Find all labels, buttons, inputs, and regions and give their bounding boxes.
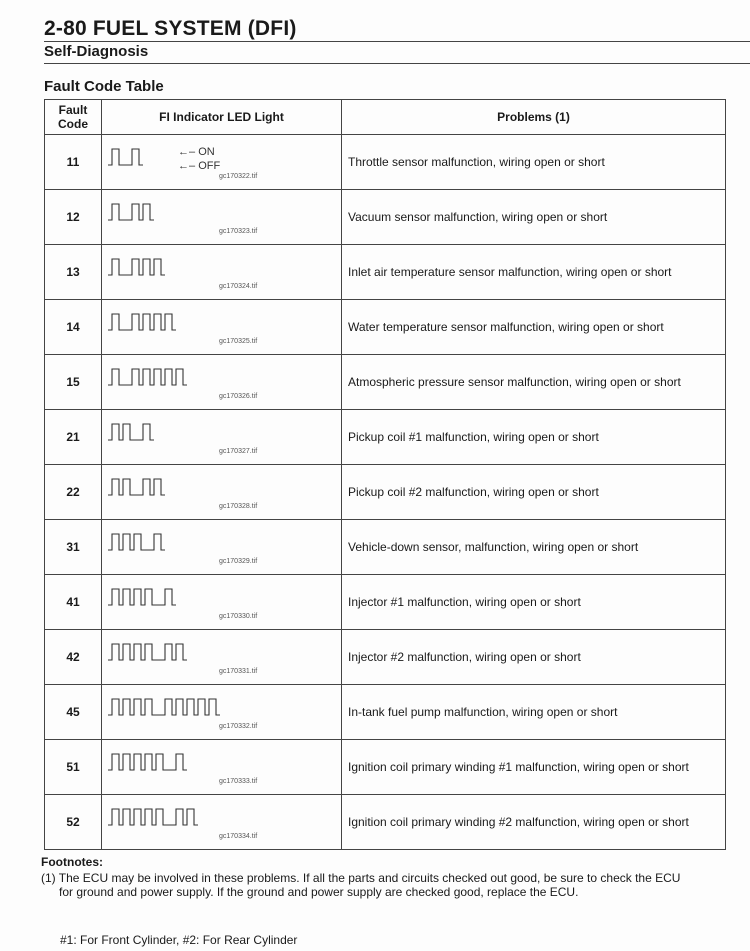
waveform-line <box>108 369 187 385</box>
problem-description: Injector #1 malfunction, wiring open or short <box>342 575 726 630</box>
led-waveform-cell <box>102 795 342 850</box>
table-row <box>45 740 726 795</box>
led-waveform <box>108 477 167 499</box>
figure-filename: gc170327.tif <box>219 448 258 455</box>
led-waveform-cell <box>102 465 342 520</box>
waveform-line <box>108 259 165 275</box>
fault-code: 12 <box>45 190 102 245</box>
header-led-light: FI Indicator LED Light <box>102 100 342 135</box>
figure-filename: gc170334.tif <box>219 833 258 840</box>
waveform-line <box>108 149 143 165</box>
footnotes-title: Footnotes: <box>41 855 103 869</box>
figure-filename: gc170324.tif <box>219 283 258 290</box>
led-waveform <box>108 642 189 664</box>
led-waveform-cell <box>102 410 342 465</box>
led-waveform-cell <box>102 135 342 190</box>
led-waveform-cell <box>102 190 342 245</box>
led-waveform <box>108 312 178 334</box>
figure-filename: gc170329.tif <box>219 558 258 565</box>
problem-description: Vehicle-down sensor, malfunction, wiring open or short <box>342 520 726 575</box>
figure-filename: gc170333.tif <box>219 778 258 785</box>
table-row <box>45 300 726 355</box>
figure-filename: gc170331.tif <box>219 668 258 675</box>
figure-filename: gc170330.tif <box>219 613 258 620</box>
led-waveform <box>108 422 156 444</box>
footnote-1-line2: for ground and power supply. If the ground and power supply are checked good, replace the ECU. <box>59 885 579 899</box>
problem-description: Inlet air temperature sensor malfunction, wiring open or short <box>342 245 726 300</box>
table-row <box>45 575 726 630</box>
table-row <box>45 795 726 850</box>
table-row <box>45 135 726 190</box>
problem-description: In-tank fuel pump malfunction, wiring open or short <box>342 685 726 740</box>
waveform-line <box>108 644 187 660</box>
problem-description: Pickup coil #1 malfunction, wiring open or short <box>342 410 726 465</box>
led-waveform <box>108 367 189 389</box>
section-title: Fault Code Table <box>44 78 164 95</box>
table-row <box>45 355 726 410</box>
page-subtitle: Self-Diagnosis <box>44 43 149 60</box>
fault-code: 31 <box>45 520 102 575</box>
waveform-line <box>108 589 176 605</box>
title-rule <box>44 41 750 42</box>
fault-code: 14 <box>45 300 102 355</box>
figure-filename: gc170323.tif <box>219 228 258 235</box>
header-fault-line2: Code <box>58 117 88 131</box>
led-waveform <box>108 532 167 554</box>
led-waveform-cell <box>102 300 342 355</box>
figure-filename: gc170332.tif <box>219 723 258 730</box>
figure-filename: gc170328.tif <box>219 503 258 510</box>
header-fault-code <box>45 100 102 135</box>
legend-off: ←– OFF <box>178 160 221 172</box>
table-row <box>45 190 726 245</box>
led-waveform <box>108 147 145 169</box>
figure-filename: gc170325.tif <box>219 338 258 345</box>
led-waveform <box>108 752 189 774</box>
figure-filename: gc170326.tif <box>219 393 258 400</box>
footnote-1 <box>41 871 731 899</box>
led-waveform-cell <box>102 740 342 795</box>
fault-code-table <box>44 99 726 850</box>
legend-on: ←– ON <box>178 146 215 158</box>
led-waveform-cell <box>102 520 342 575</box>
table-row <box>45 465 726 520</box>
led-waveform <box>108 587 178 609</box>
problem-description: Atmospheric pressure sensor malfunction, wiring open or short <box>342 355 726 410</box>
waveform-line <box>108 479 165 495</box>
led-waveform-cell <box>102 245 342 300</box>
header-fault-line1: Fault <box>58 103 88 117</box>
problem-description: Pickup coil #2 malfunction, wiring open or short <box>342 465 726 520</box>
problem-description: Ignition coil primary winding #1 malfunction, wiring open or short <box>342 740 726 795</box>
led-waveform-cell <box>102 630 342 685</box>
fault-code: 52 <box>45 795 102 850</box>
on-off-legend <box>178 145 220 173</box>
waveform-line <box>108 204 154 220</box>
waveform-line <box>108 424 154 440</box>
led-waveform <box>108 202 156 224</box>
table-row <box>45 630 726 685</box>
led-waveform-cell <box>102 575 342 630</box>
waveform-line <box>108 809 198 825</box>
fault-code: 11 <box>45 135 102 190</box>
fault-code: 22 <box>45 465 102 520</box>
fault-code: 21 <box>45 410 102 465</box>
problem-description: Vacuum sensor malfunction, wiring open or short <box>342 190 726 245</box>
table-row <box>45 245 726 300</box>
led-waveform-cell <box>102 355 342 410</box>
led-waveform <box>108 257 167 279</box>
waveform-line <box>108 699 220 715</box>
figure-filename: gc170322.tif <box>219 173 258 180</box>
page-title: 2-80 FUEL SYSTEM (DFI) <box>44 17 297 40</box>
problem-description: Water temperature sensor malfunction, wiring open or short <box>342 300 726 355</box>
table-header-row <box>45 100 726 135</box>
waveform-line <box>108 314 176 330</box>
fault-code: 41 <box>45 575 102 630</box>
header-problems: Problems (1) <box>342 100 726 135</box>
waveform-line <box>108 534 165 550</box>
problem-description: Injector #2 malfunction, wiring open or short <box>342 630 726 685</box>
table-row <box>45 520 726 575</box>
led-waveform-cell <box>102 685 342 740</box>
subtitle-rule <box>44 63 750 64</box>
problem-description: Throttle sensor malfunction, wiring open or short <box>342 135 726 190</box>
led-waveform <box>108 807 200 829</box>
led-waveform <box>108 697 222 719</box>
fault-code: 15 <box>45 355 102 410</box>
table-row <box>45 685 726 740</box>
fault-code: 51 <box>45 740 102 795</box>
table-row <box>45 410 726 465</box>
waveform-line <box>108 754 187 770</box>
problem-description: Ignition coil primary winding #2 malfunction, wiring open or short <box>342 795 726 850</box>
fault-code: 13 <box>45 245 102 300</box>
footnote-1-line1: (1) The ECU may be involved in these problems. If all the parts and circuits checked out good, be sure to check the ECU <box>41 871 681 885</box>
fault-code: 42 <box>45 630 102 685</box>
fault-code: 45 <box>45 685 102 740</box>
cylinder-note: #1: For Front Cylinder, #2: For Rear Cylinder <box>60 933 298 947</box>
